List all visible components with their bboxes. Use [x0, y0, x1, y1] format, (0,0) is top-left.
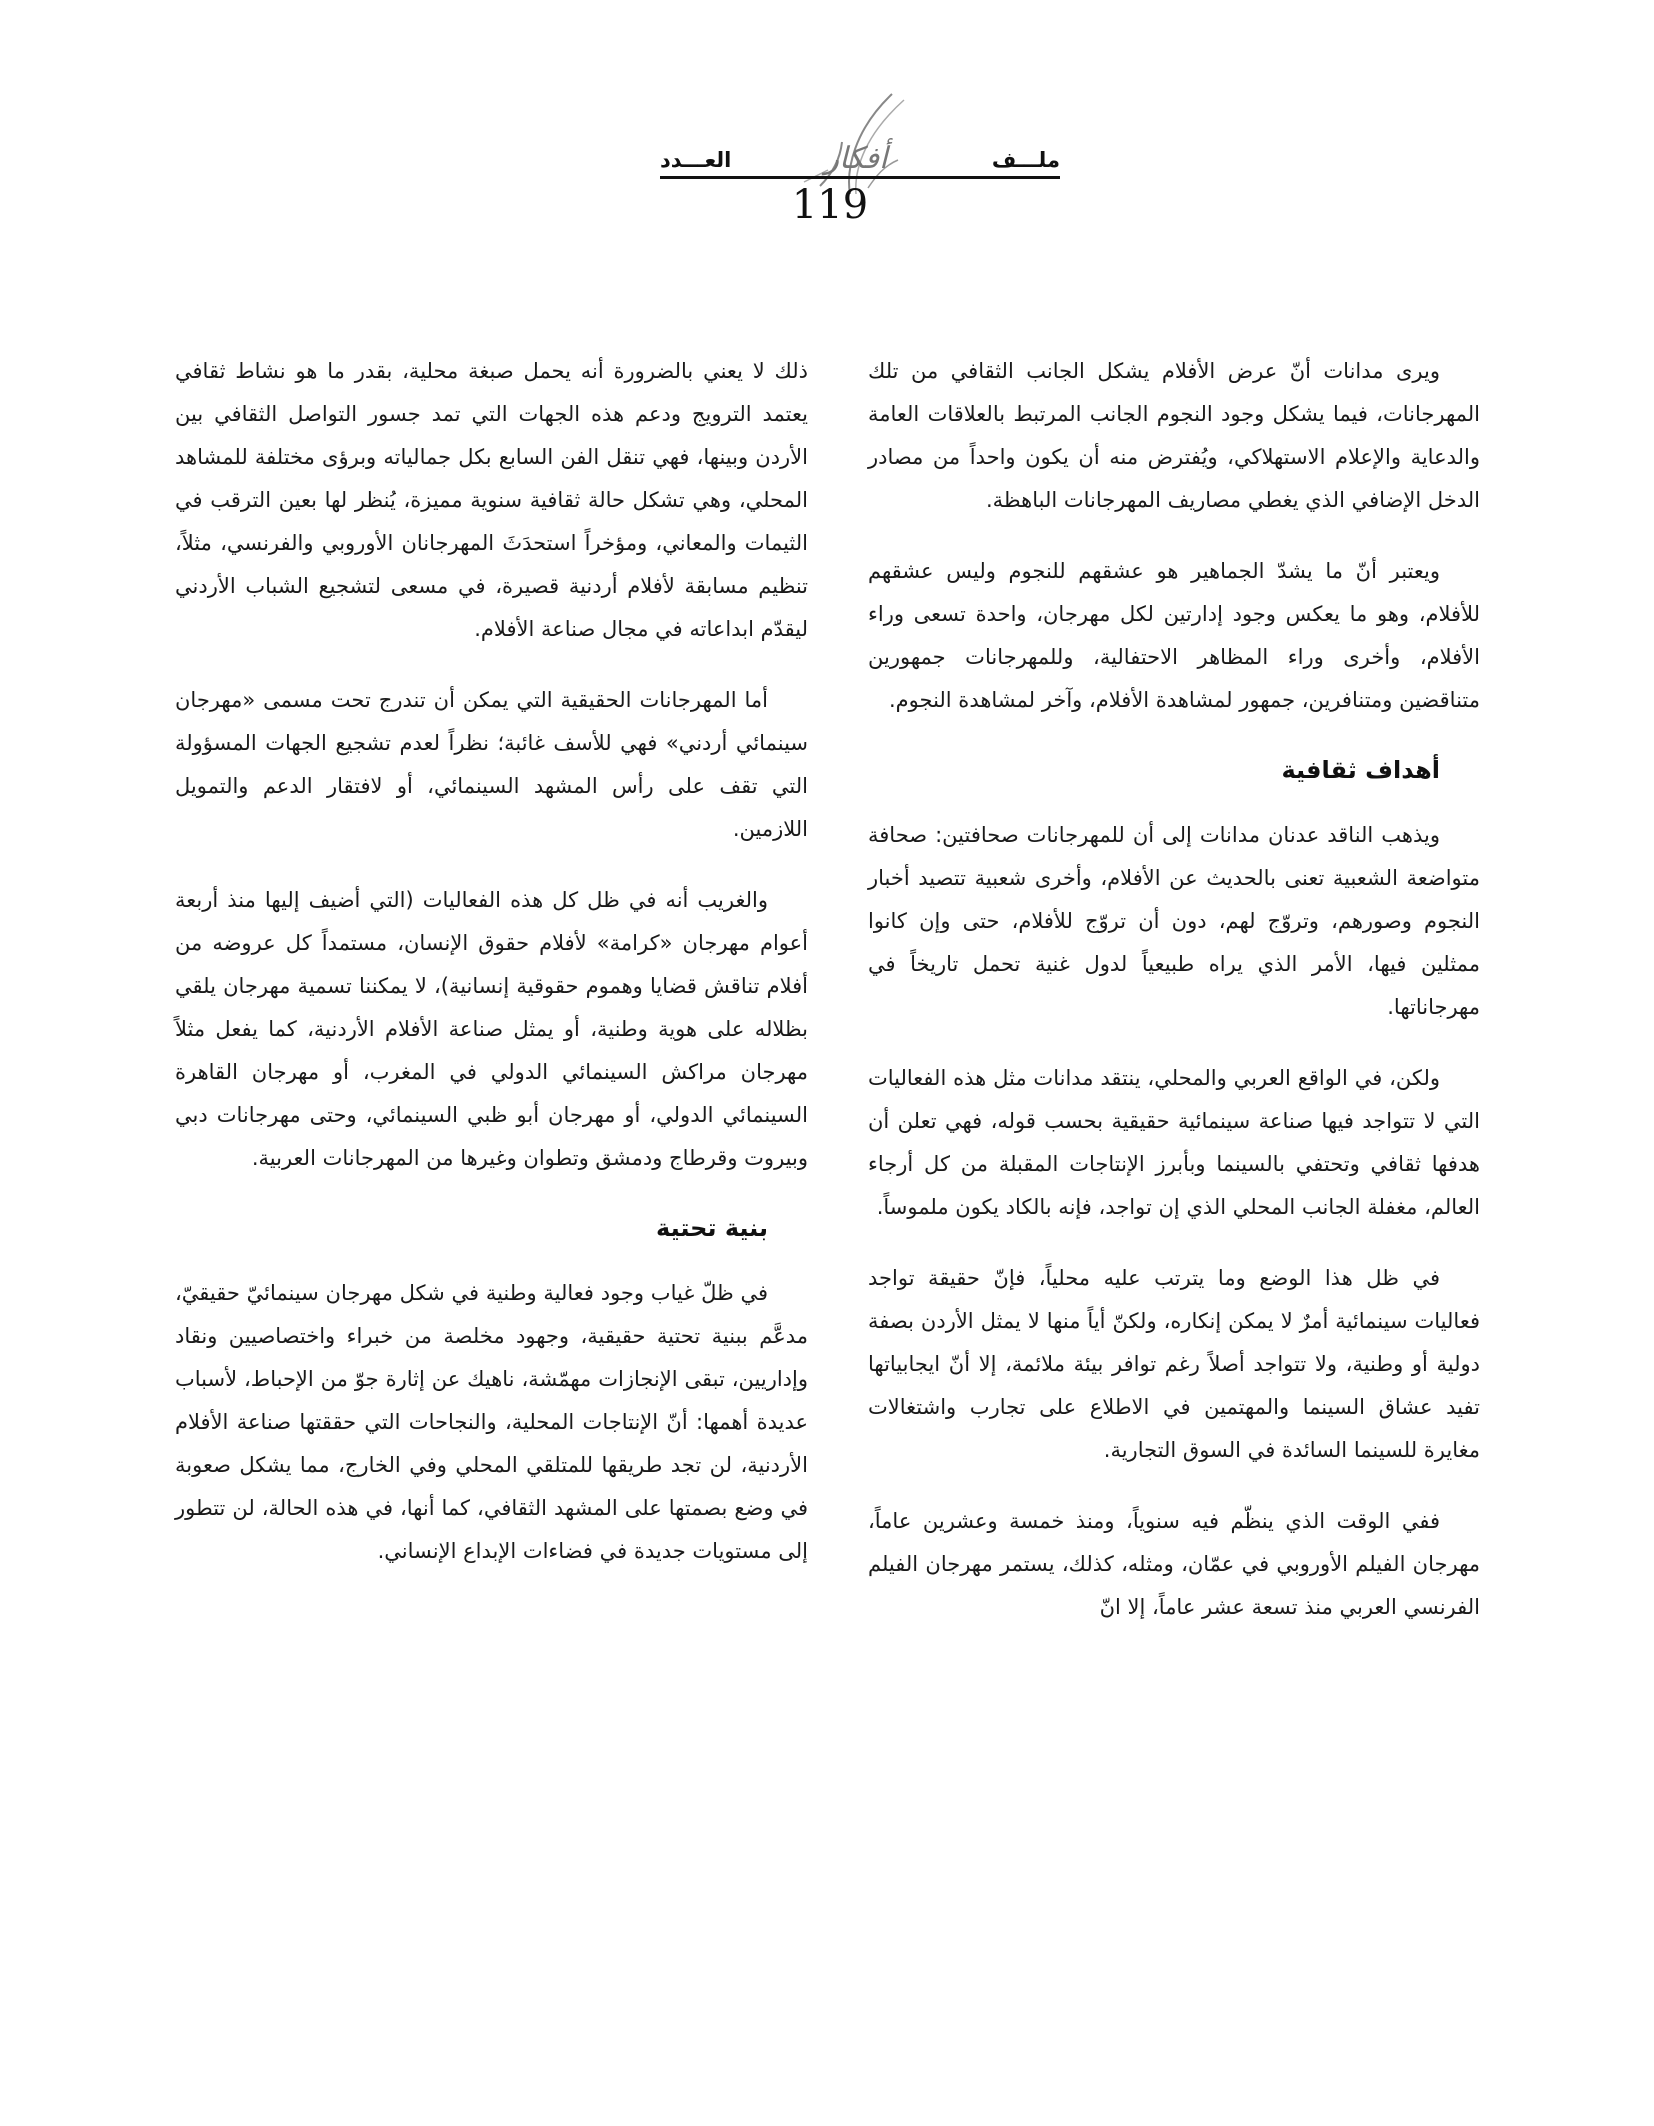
right-column: [868, 350, 1480, 1657]
paragraph: ويذهب الناقد عدنان مدانات إلى أن للمهرجانات صحافتين: صحافة متواضعة الشعبية تعنى بالحديث عن الأفلام، وأخرى شعبية تتصيد أخبار النجوم وصورهم، وتروّج لهم، دون أن تروّج للأفلام، حتى وإن كانوا ممثلين فيها، الأمر الذي يراه طبيعياً لدول غنية تحمل تاريخاً في مهرجاناتها.: [868, 823, 1480, 1019]
paragraph: ذلك لا يعني بالضرورة أنه يحمل صبغة محلية، بقدر ما هو نشاط ثقافي يعتمد الترويج ودعم هذه الجهات التي تمد جسور التواصل الثقافي بين الأردن وبينها، فهي تنقل الفن السابع بكل جمالياته وبرؤى مختلفة للمشاهد المحلي، وهي تشكل حالة ثقافية سنوية مميزة، يُنظر لها بعين الترقب في الثيمات والمعاني، ومؤخراً استحدَثَ المهرجانان الأوروبي والفرنسي، مثلاً، تنظيم مسابقة لأفلام أردنية قصيرة، في مسعى لتشجيع الشباب الأردني ليقدّم ابداعاته في مجال صناعة الأفلام.: [175, 359, 808, 641]
paragraph: ولكن، في الواقع العربي والمحلي، ينتقد مدانات مثل هذه الفعاليات التي لا تتواجد فيها صناعة سينمائية حقيقية بحسب قوله، فهي تعلن أن هدفها ثقافي وتحتفي بالسينما وبأبرز الإنتاجات المقبلة من كل أرجاء العالم، مغفلة الجانب المحلي الذي إن تواجد، فإنه بالكاد يكون ملموساً.: [868, 1066, 1480, 1219]
page-number: 119: [791, 182, 869, 228]
paragraph: في ظل هذا الوضع وما يترتب عليه محلياً، فإنّ حقيقة تواجد فعاليات سينمائية أمرٌ لا يمكن إنكاره، ولكنّ أياً منها لا يمثل الأردن بصفة دولية أو وطنية، ولا تتواجد أصلاً رغم توافر بيئة ملائمة، إلا أنّ ايجابياتها تفيد عشاق السينما والمهتمين في الاطلاع على تجارب واشتغالات مغايرة للسينما السائدة في السوق التجارية.: [868, 1266, 1480, 1462]
section-label: ملـــف: [991, 148, 1060, 172]
left-column: [175, 350, 808, 1601]
page-header: [0, 90, 1654, 240]
paragraph: ويعتبر أنّ ما يشدّ الجماهير هو عشقهم للنجوم وليس عشقهم للأفلام، وهو ما يعكس وجود إدارتين لكل مهرجان، واحدة تسعى وراء الأفلام، وأخرى وراء المظاهر الاحتفالية، وللمهرجانات جمهورين متناقضين ومتنافرين، جمهور لمشاهدة الأفلام، وآخر لمشاهدة النجوم.: [868, 559, 1480, 712]
section-heading: بنية تحتية: [656, 1214, 768, 1242]
paragraph: ففي الوقت الذي ينظّم فيه سنوياً، ومنذ خمسة وعشرين عاماً، مهرجان الفيلم الأوروبي في عمّان، ومثله، كذلك، يستمر مهرجان الفيلم الفرنسي العربي منذ تسعة عشر عاماً، إلا انّ: [868, 1509, 1480, 1619]
logo-text: أفكار: [824, 141, 888, 176]
paragraph: والغريب أنه في ظل كل هذه الفعاليات (التي أضيف إليها منذ أربعة أعوام مهرجان «كرامة» لأفلام حقوق الإنسان، مستمداً كل عروضه من أفلام تناقش قضايا وهموم حقوقية إنسانية)، لا يمكننا تسمية مهرجان يلقي بظلاله على هوية وطنية، أو يمثل صناعة الأفلام الأردنية، كما يفعل مثلاً مهرجان مراكش السينمائي الدولي في المغرب، أو مهرجان القاهرة السينمائي الدولي، أو مهرجان أبو ظبي السينمائي، وحتى مهرجانات دبي وبيروت وقرطاج ودمشق وتطوان وغيرها من المهرجانات العربية.: [175, 888, 808, 1170]
section-heading: أهداف ثقافية: [1281, 756, 1440, 784]
issue-label: العـــدد: [660, 148, 732, 172]
header-divider: [660, 176, 1060, 179]
paragraph: في ظلّ غياب وجود فعالية وطنية في شكل مهرجان سينمائيّ حقيقيّ، مدعَّم ببنية تحتية حقيقية، وجهود مخلصة من خبراء واختصاصيين ونقاد وإداريين، تبقى الإنجازات مهمّشة، ناهيك عن إثارة جوّ من الإحباط، لأسباب عديدة أهمها: أنّ الإنتاجات المحلية، والنجاحات التي حققتها صناعة الأفلام الأردنية، لن تجد طريقها للمتلقي المحلي وفي الخارج، مما يشكل صعوبة في وضع بصمتها على المشهد الثقافي، كما أنها، في هذه الحالة، لن تتطور إلى مستويات جديدة في فضاءات الإبداع الإنساني.: [175, 1281, 808, 1563]
paragraph: أما المهرجانات الحقيقية التي يمكن أن تندرج تحت مسمى «مهرجان سينمائي أردني» فهي للأسف غائبة؛ نظراً لعدم تشجيع الجهات المسؤولة التي تقف على رأس المشهد السينمائي، أو لافتقار الدعم والتمويل اللازمين.: [175, 688, 808, 841]
paragraph: ويرى مدانات أنّ عرض الأفلام يشكل الجانب الثقافي من تلك المهرجانات، فيما يشكل وجود النجوم الجانب المرتبط بالعلاقات العامة والدعاية والإعلام الاستهلاكي، ويُفترض منه أن يكون واحداً من مصادر الدخل الإضافي الذي يغطي مصاريف المهرجانات الباهظة.: [868, 359, 1480, 512]
